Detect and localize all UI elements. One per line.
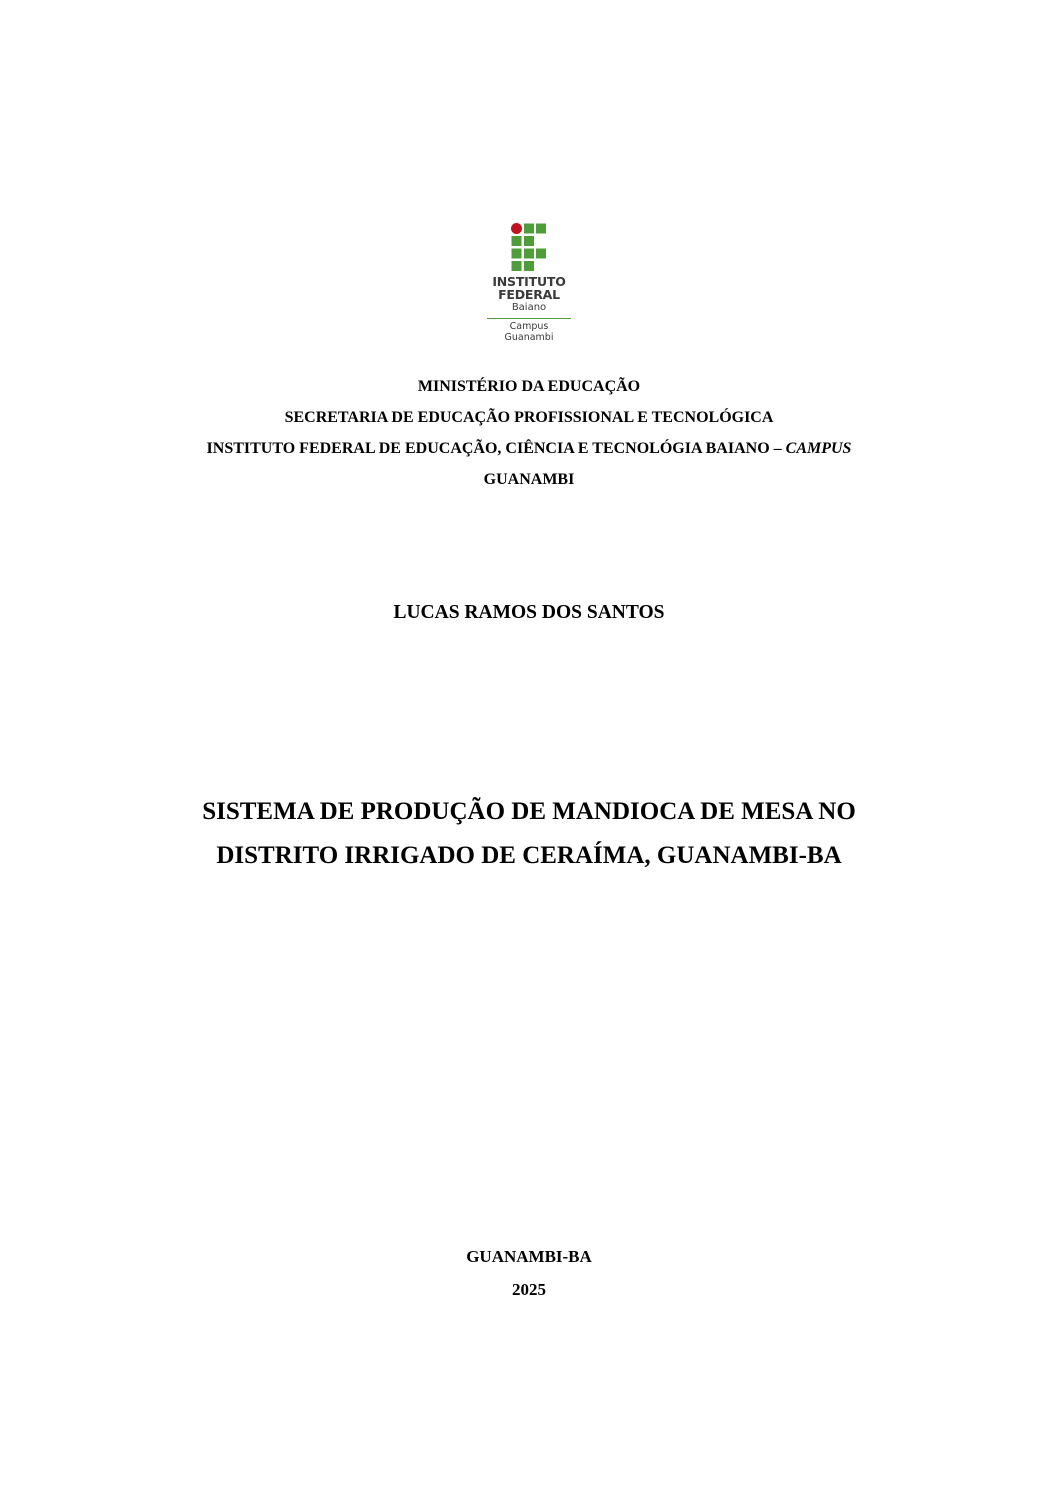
footer-city: GUANAMBI-BA — [466, 1247, 592, 1266]
institute-logo-icon — [511, 223, 551, 273]
title-line-1: SISTEMA DE PRODUÇÃO DE MANDIOCA DE MESA NO — [202, 798, 856, 825]
ministry-line: MINISTÉRIO DA EDUCAÇÃO — [417, 378, 641, 395]
logo-text-federal: FEDERAL — [498, 287, 560, 302]
document-footer — [100, 1240, 958, 1306]
campus-name-line: GUANAMBI — [483, 471, 575, 488]
secretariat-line: SECRETARIA DE EDUCAÇÃO PROFISSIONAL E TECNOLÓGICA — [284, 409, 774, 426]
logo-text-instituto: INSTITUTO — [492, 274, 566, 289]
logo-divider — [487, 318, 571, 319]
institute-logo — [479, 220, 579, 348]
institute-line — [100, 433, 958, 464]
logo-text-baiano: Baiano — [511, 302, 547, 313]
footer-year: 2025 — [512, 1280, 546, 1299]
institution-header — [100, 371, 958, 495]
logo-text-campus: Campus — [509, 321, 549, 332]
document-title — [100, 790, 958, 878]
logo-text-guanambi: Guanambi — [504, 332, 554, 343]
title-line-2: DISTRITO IRRIGADO DE CERAÍMA, GUANAMBI-BA — [216, 842, 842, 869]
author-name: LUCAS RAMOS DOS SANTOS — [393, 602, 665, 623]
campus-word: CAMPUS — [785, 440, 852, 457]
institute-name: INSTITUTO FEDERAL DE EDUCAÇÃO, CIÊNCIA E TECNOLÓGIA BAIANO – — [206, 440, 786, 457]
